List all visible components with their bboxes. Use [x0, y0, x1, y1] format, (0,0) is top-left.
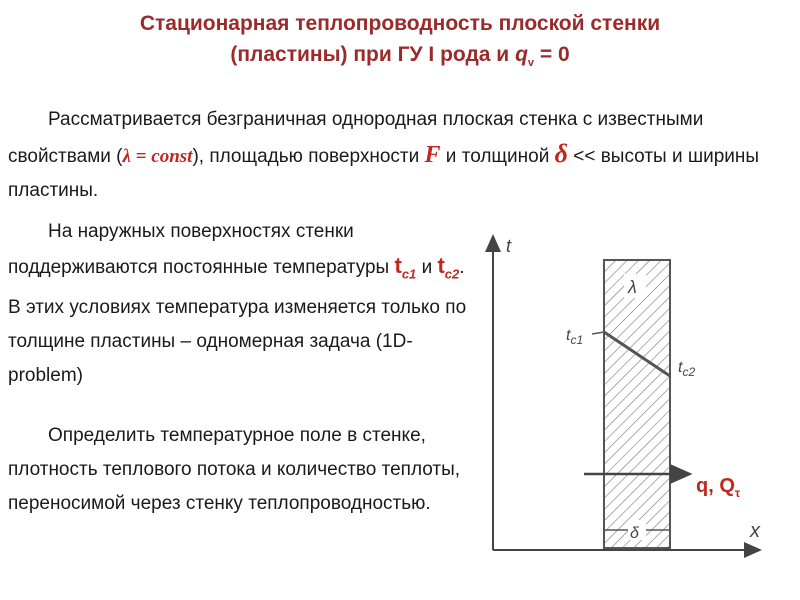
delta-dimension-label: δ: [630, 525, 639, 542]
p1-text-c: и толщиной: [440, 146, 555, 167]
wall-hatched: [604, 260, 670, 548]
area-symbol-F: F: [424, 142, 441, 168]
title-line-2: [40, 39, 760, 79]
tc1-leader: [592, 332, 604, 334]
p2-text-b: . В этих условиях температура изменяется только по толщине пластины – одномерная задача (1D-problem): [8, 257, 467, 387]
p1-text-a: Рассматривается безграничная однородная плоская стенка с известными свойствами (: [8, 109, 704, 167]
lambda-const: λ = const: [122, 146, 193, 167]
p2-and: и: [416, 257, 438, 278]
paragraph-description: [8, 103, 788, 208]
wall-diagram: [484, 222, 774, 558]
x-axis-label: x: [750, 520, 760, 542]
thickness-symbol-delta: δ: [554, 139, 568, 168]
p3-text: Определить температурное поле в стенке, плотность теплового потока и количество теплоты, переносимой через стенку теплопроводностью.: [8, 425, 461, 514]
lambda-label: λ: [628, 277, 637, 297]
diagram-tc2-label: $t_{c2}$: [678, 359, 696, 379]
paragraph-boundary-conditions: [8, 215, 478, 393]
slide-title: [40, 8, 760, 79]
symbol-tc1: $t_{c1}$: [394, 253, 417, 282]
title-line-2-suffix: = 0: [534, 43, 570, 66]
t-axis-label: t: [506, 236, 512, 256]
title-q-subscript: v: [527, 57, 535, 70]
symbol-tc2: $t_{c2}$: [437, 253, 460, 282]
title-line-2-prefix: (пластины) при ГУ I рода и: [230, 43, 516, 66]
p2-text-a: На наружных поверхностях стенки поддерживаются постоянные температуры: [8, 221, 395, 278]
title-q-symbol: q: [515, 43, 528, 66]
p1-text-b: ), площадью поверхности: [192, 146, 425, 167]
title-line-1: Стационарная теплопроводность плоской стенки: [139, 12, 661, 35]
heat-flux-label: q, $Q_\tau$: [696, 475, 741, 500]
diagram-tc1-label: $t_{c1}$: [566, 327, 584, 347]
paragraph-task: [8, 419, 478, 521]
p1-text-d: << высоты и ширины пластины.: [8, 146, 760, 201]
